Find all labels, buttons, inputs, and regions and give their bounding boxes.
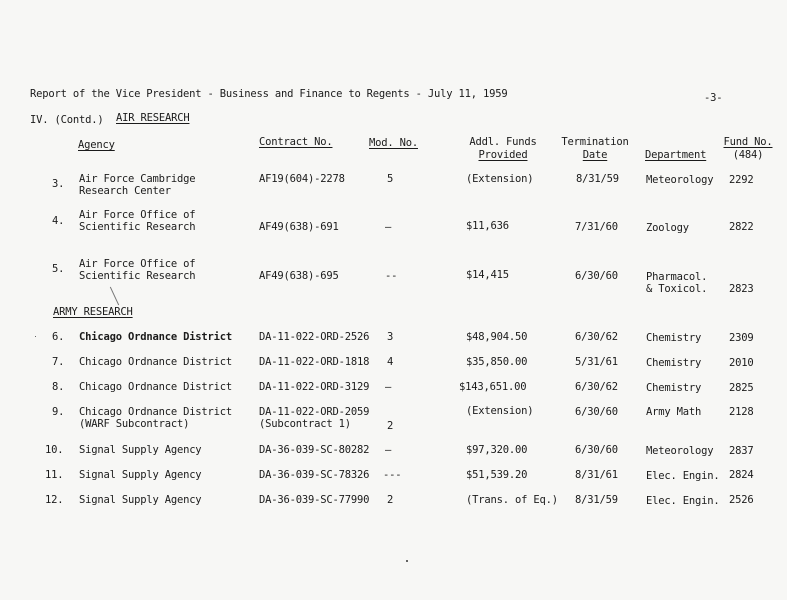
- contract-number: DA-11-022-ORD-1818: [259, 356, 370, 368]
- department: Chemistry: [646, 382, 702, 394]
- col-fund-line2: (484): [732, 149, 764, 161]
- mod-number: 2: [387, 494, 394, 506]
- air-research-heading: AIR RESEARCH: [116, 112, 190, 124]
- funds-provided: $97,320.00: [466, 444, 528, 456]
- agency-name: Chicago Ordnance District: [79, 406, 233, 418]
- col-department: Department: [645, 149, 707, 161]
- termination-date: 5/31/61: [575, 356, 618, 368]
- department: Zoology: [646, 222, 689, 234]
- pencil-mark: [110, 287, 119, 306]
- mod-number: 2: [387, 420, 394, 432]
- department: Elec. Engin.: [646, 470, 720, 482]
- termination-date: 8/31/59: [576, 173, 619, 185]
- col-contract: Contract No.: [259, 136, 333, 148]
- col-termination: [558, 136, 632, 161]
- contract-number: DA-11-022-ORD-2059: [259, 406, 370, 418]
- mod-number: —: [385, 444, 392, 456]
- col-term-line2: Date: [582, 149, 608, 161]
- agency-name: Signal Supply Agency: [79, 494, 202, 506]
- agency-name: Signal Supply Agency: [79, 469, 202, 481]
- agency-name: Chicago Ordnance District: [79, 356, 233, 368]
- mod-number: 5: [387, 173, 394, 185]
- report-title: Report of the Vice President - Business and Finance to Regents - July 11, 1959: [30, 88, 508, 100]
- agency-name-line2: Research Center: [79, 185, 171, 197]
- department-line2: & Toxicol.: [646, 283, 708, 295]
- agency-name: Air Force Cambridge: [79, 173, 196, 185]
- mod-number: ---: [383, 469, 402, 481]
- fund-number: 2837: [729, 445, 754, 457]
- agency-name: Chicago Ordnance District: [79, 331, 233, 343]
- row-number: 6.: [52, 331, 65, 343]
- contract-number: DA-11-022-ORD-3129: [259, 381, 370, 393]
- row-number: 7.: [52, 356, 65, 368]
- army-research-heading: ARMY RESEARCH: [53, 306, 133, 318]
- fund-number: 2010: [729, 357, 754, 369]
- contract-number: DA-36-039-SC-80282: [259, 444, 370, 456]
- mod-number: —: [385, 221, 392, 233]
- funds-provided: $11,636: [466, 220, 509, 232]
- fund-number: 2526: [729, 494, 754, 506]
- row-number: 10.: [45, 444, 64, 456]
- termination-date: 6/30/62: [575, 331, 618, 343]
- agency-name: Air Force Office of: [79, 209, 196, 221]
- termination-date: 6/30/60: [575, 406, 618, 418]
- ink-speck: [35, 336, 36, 337]
- agency-name-line2: (WARF Subcontract): [79, 418, 190, 430]
- ink-speck: [406, 560, 408, 562]
- contract-number: DA-36-039-SC-78326: [259, 469, 370, 481]
- funds-provided: (Extension): [466, 405, 534, 417]
- row-number: 5.: [52, 263, 65, 275]
- col-funds: [466, 136, 540, 161]
- fund-number: 2825: [729, 382, 754, 394]
- contract-number: AF49(638)-691: [259, 221, 339, 233]
- agency-name-line2: Scientific Research: [79, 270, 196, 282]
- agency-name: Signal Supply Agency: [79, 444, 202, 456]
- contract-number: DA-36-039-SC-77990: [259, 494, 370, 506]
- department: Chemistry: [646, 357, 702, 369]
- row-number: 8.: [52, 381, 65, 393]
- funds-provided: $51,539.20: [466, 469, 528, 481]
- section-label: IV. (Contd.): [30, 114, 104, 126]
- department: Meteorology: [646, 174, 714, 186]
- department: Army Math: [646, 406, 702, 418]
- row-number: 4.: [52, 215, 65, 227]
- mod-number: --: [385, 270, 398, 282]
- col-fund-no: [722, 136, 774, 161]
- mod-number: —: [385, 381, 392, 393]
- col-term-line1: Termination: [561, 136, 629, 148]
- termination-date: 6/30/62: [575, 381, 618, 393]
- row-number: 12.: [45, 494, 64, 506]
- funds-provided: $48,904.50: [466, 331, 528, 343]
- agency-name: Air Force Office of: [79, 258, 196, 270]
- row-number: 11.: [45, 469, 64, 481]
- department: Elec. Engin.: [646, 495, 720, 507]
- department: Pharmacol.: [646, 271, 708, 283]
- contract-number: AF49(638)-695: [259, 270, 339, 282]
- row-number: 9.: [52, 406, 65, 418]
- agency-name: Chicago Ordnance District: [79, 381, 233, 393]
- fund-number: 2823: [729, 283, 754, 295]
- termination-date: 8/31/61: [575, 469, 618, 481]
- col-mod: Mod. No.: [369, 137, 418, 149]
- funds-provided: $35,850.00: [466, 356, 528, 368]
- termination-date: 6/30/60: [575, 270, 618, 282]
- fund-number: 2309: [729, 332, 754, 344]
- agency-name-line2: Scientific Research: [79, 221, 196, 233]
- department: Chemistry: [646, 332, 702, 344]
- contract-number: DA-11-022-ORD-2526: [259, 331, 370, 343]
- mod-number: 3: [387, 331, 394, 343]
- funds-provided: $143,651.00: [459, 381, 527, 393]
- termination-date: 7/31/60: [575, 221, 618, 233]
- termination-date: 8/31/59: [575, 494, 618, 506]
- funds-provided: $14,415: [466, 269, 509, 281]
- fund-number: 2292: [729, 174, 754, 186]
- termination-date: 6/30/60: [575, 444, 618, 456]
- funds-provided: (Extension): [466, 173, 534, 185]
- mod-number: 4: [387, 356, 394, 368]
- contract-number: AF19(604)-2278: [259, 173, 345, 185]
- fund-number: 2822: [729, 221, 754, 233]
- department: Meteorology: [646, 445, 714, 457]
- col-funds-line2: Provided: [478, 149, 528, 161]
- funds-provided: (Trans. of Eq.): [466, 494, 558, 506]
- col-agency: Agency: [78, 139, 115, 151]
- page-number: -3-: [704, 92, 723, 104]
- col-fund-line1: Fund No.: [723, 136, 773, 148]
- fund-number: 2128: [729, 406, 754, 418]
- contract-number-line2: (Subcontract 1): [259, 418, 351, 430]
- row-number: 3.: [52, 178, 65, 190]
- fund-number: 2824: [729, 469, 754, 481]
- col-funds-line1: Addl. Funds: [469, 136, 537, 148]
